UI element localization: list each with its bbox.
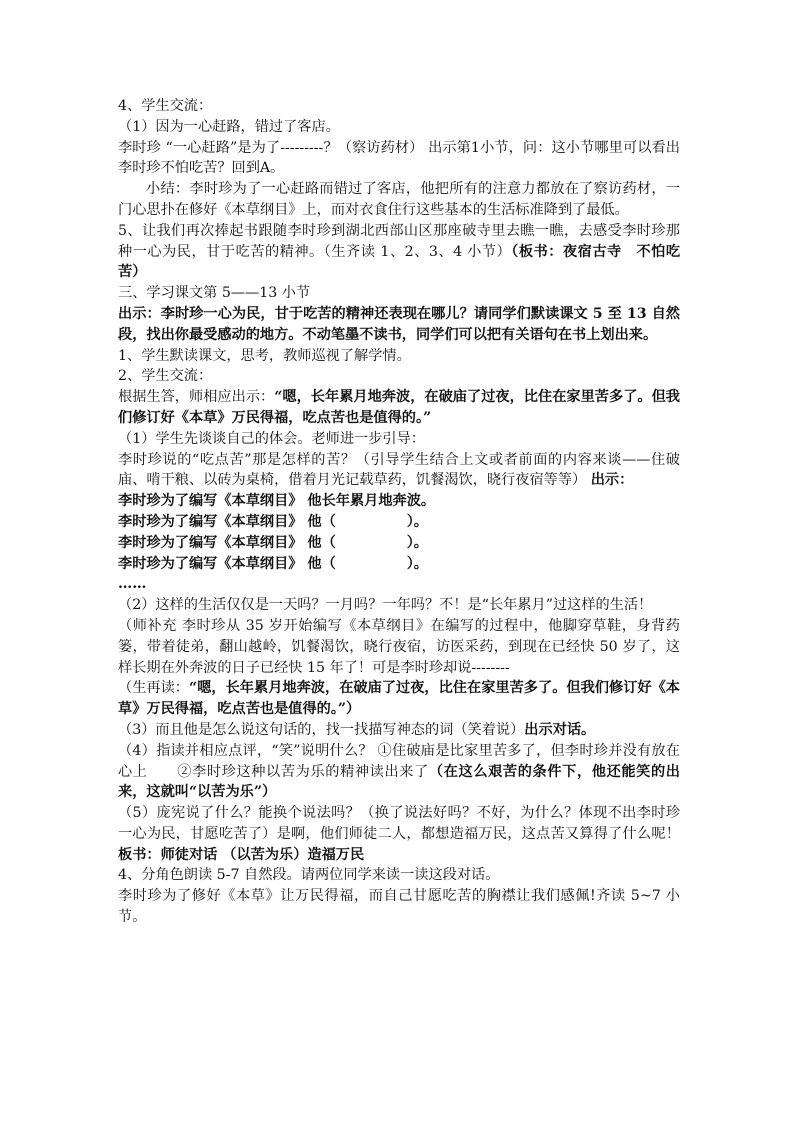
paragraph: 李时珍为了修好《本草》让万民得福，而自己甘愿吃苦的胸襟让我们感佩!齐读 5~7 小节。 (118, 888, 680, 926)
heading-student-exchange: 4、学生交流： (118, 98, 213, 114)
ellipsis: …… (118, 576, 147, 593)
sentence-pattern: 李时珍为了编写《本草纲目》 他（ ）。 (118, 534, 428, 551)
paragraph: （1）学生先谈谈自己的体会。老师进一步引导： (118, 430, 425, 447)
paragraph: （2）这样的生活仅仅是一天吗？一月吗？一年吗？不！是“长年累月”过这样的生活！ (118, 597, 653, 614)
paragraph (118, 387, 680, 429)
show-dialogue: 出示对话。 (524, 721, 596, 738)
text-run: （生再读： (118, 680, 190, 697)
paragraph: 4、分角色朗读 5-7 自然段。请两位同学来读一读这段对话。 (118, 867, 500, 884)
paragraph (118, 803, 680, 865)
text-run: （3）而且他是怎么说这句话的，找一找描写神态的词（笑着说） (118, 721, 525, 738)
prompt-paragraph: 出示：李时珍一心为民，甘于吃苦的精神还表现在哪儿？请同学们默读课文 5 至 13 自然段，找出你最受感动的地方。不动笔墨不读书，同学们可以把有关语句在书上划出来。 (118, 305, 680, 343)
text-run: （4）指读并相应点评，“笑”说明什么？ ①住破庙是比家里苦多了，但李时珍并没有放在心上 ②李时珍这种以苦为乐的精神读出来了 (118, 742, 680, 780)
paragraph (118, 720, 680, 741)
paragraph (118, 450, 680, 492)
show-label: 出示： (590, 472, 634, 489)
summary-paragraph: 小结：李时珍为了一心赶路而错过了客店，他把所有的注意力都放在了察访药材，一门心思扑在修好《本草纲目》上，而对衣食住行这些基本的生活标准降到了最低。 (118, 181, 680, 218)
paragraph (118, 678, 680, 720)
document-body (118, 96, 680, 928)
paragraph: （1）因为一心赶路，错过了客店。 (118, 118, 340, 135)
paragraph (118, 221, 680, 283)
blackboard-note: 板书：师徒对话 （以苦为乐）造福万民 (118, 846, 365, 863)
text-run: 5、让我们再次捧起书跟随李时珍到湖北西部山区那座破寺里去瞧一瞧，去感受李时珍那种一心为民，甘于吃苦的精神。（生齐读 1、2、3、4 小节） (118, 222, 680, 260)
text-run: 李时珍说的“吃点苦”那是怎样的苦？（引导学生结合上文或者前面的内容来谈——住破庙、啃干粮、以砖为桌椅，借着月光记载草药，饥餐渴饮，晓行夜宿等等） (118, 451, 680, 489)
sentence-pattern: 李时珍为了编写《本草纲目》 他长年累月地奔波。 (118, 493, 436, 510)
blackboard-note: （板书：夜宿古寺 不怕吃苦） (118, 243, 681, 281)
quote-bold: “嗯，长年累月地奔波，在破庙了过夜，比住在家里苦多了。但我们修订好《本草》万民得福，吃点苦也是值得的。” (118, 389, 680, 426)
sentence-pattern: 李时珍为了编写《本草纲目》 他（ ）。 (118, 555, 428, 572)
paragraph (118, 741, 680, 803)
section-heading: 三、学习课文第 5——13 小节 (118, 285, 311, 302)
bold-note: （在这么艰苦的条件下，他还能笑的出来，这就叫“以苦为乐”） (118, 763, 680, 801)
quote-bold: “嗯，长年累月地奔波，在破庙了过夜，比住在家里苦多了。但我们修订好《本草》万民得福，吃点苦也是值得的。”） (118, 680, 680, 718)
paragraph: 1、学生默读课文，思考，教师巡视了解学情。 (118, 347, 411, 364)
text-run: 根据生答，师相应出示： (118, 389, 275, 406)
text-run: （5）庞宪说了什么？能换个说法吗？（换了说法好吗？不好，为什么？体现不出李时珍一心为民，甘愿吃苦了）是啊，他们师徒二人，都想造福万民，这点苦又算得了什么呢！ (118, 805, 680, 842)
paragraph: （师补充 李时珍从 35 岁开始编写《本草纲目》在编写的过程中，他脚穿草鞋，身背药篓，带着徒弟，翻山越岭，饥餐渴饮，晓行夜宿，访医采药，到现在已经快 50 岁了，这样长期在外奔波的日子已经快 15 年了！可是李时珍却说-------- (118, 617, 680, 676)
paragraph: 李时珍 “一心赶路”是为了---------？（察访药材） 出示第1小节，问：这小节哪里可以看出李时珍不怕吃苦？回到A。 (118, 139, 680, 177)
sentence-pattern: 李时珍为了编写《本草纲目》 他（ ）。 (118, 513, 428, 530)
paragraph: 2、学生交流： (118, 368, 213, 385)
